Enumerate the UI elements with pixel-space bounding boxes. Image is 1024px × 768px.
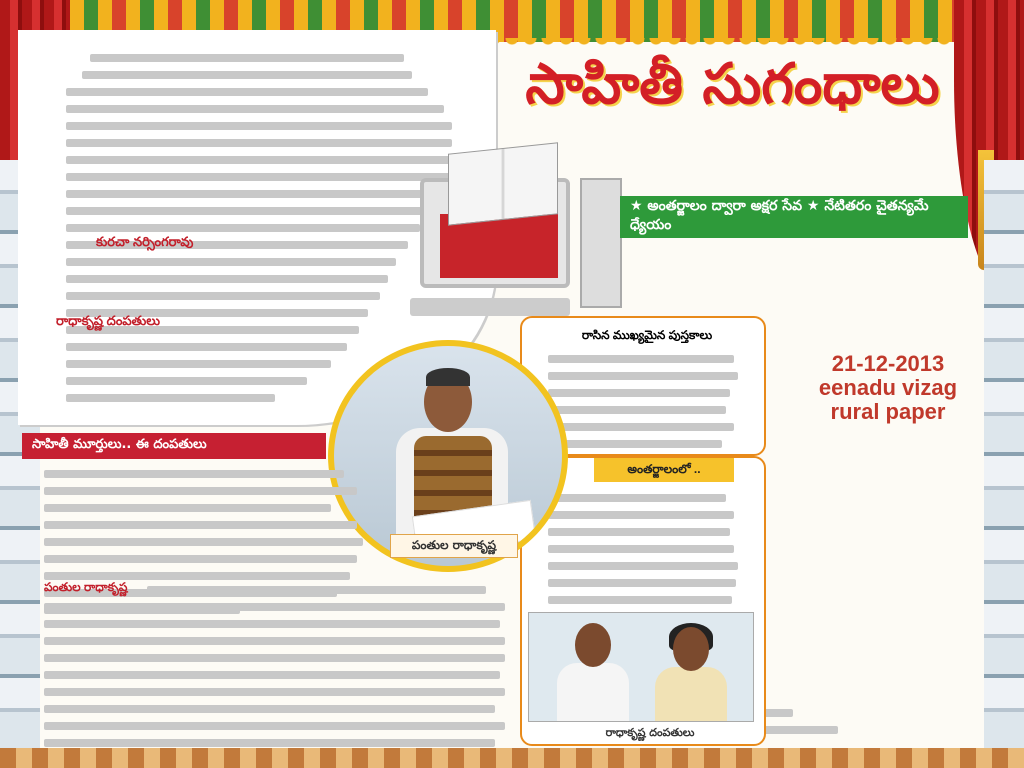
books-box-heading: రాసిన ముఖ్యమైన పుస్తకాలు xyxy=(581,328,713,342)
internet-box-heading: అంతర్జాలంలో .. xyxy=(594,458,734,482)
internet-box-text xyxy=(548,494,746,621)
couple-photo xyxy=(528,612,754,722)
couple-photo-caption: రాధాకృష్ణ దంపతులు xyxy=(605,726,695,739)
edition-line: rural paper xyxy=(830,399,946,424)
page-title: సాహితీ సుగంధాలు xyxy=(525,52,940,117)
keyboard xyxy=(410,298,570,316)
author-photo-caption: పంతుల రాధాకృష్ణ xyxy=(390,534,518,558)
couple-section-paragraph-2 xyxy=(44,586,514,768)
couple-section-heading: సాహితీ మూర్తులు.. ఈ దంపతులు xyxy=(22,433,326,459)
right-pillar-decoration xyxy=(984,160,1024,768)
books-box-text xyxy=(548,355,746,465)
date-line: 21-12-2013 xyxy=(831,351,945,376)
date-note xyxy=(788,352,988,424)
cpu-cabinet xyxy=(580,178,622,308)
couple-section-author-name: పంతుల రాధాకృష్ణ xyxy=(44,580,128,594)
intro-highlight-name-kurcha: కురచా నర్సింగరావు xyxy=(96,234,194,249)
open-book-illustration xyxy=(448,142,558,226)
source-line: eenadu vizag xyxy=(818,375,958,400)
computer-illustration xyxy=(400,138,620,338)
wife-figure xyxy=(655,627,727,722)
bottom-border-decoration xyxy=(0,748,1024,768)
tagline-banner: ★ అంతర్జాలం ద్వారా అక్షర సేవ ★ నేటితరం చైతన్యమే ధ్యేయం xyxy=(620,196,968,238)
husband-figure xyxy=(557,623,629,722)
intro-highlight-name-radhakrishna: రాధాకృష్ణ దంపతులు xyxy=(56,313,160,328)
